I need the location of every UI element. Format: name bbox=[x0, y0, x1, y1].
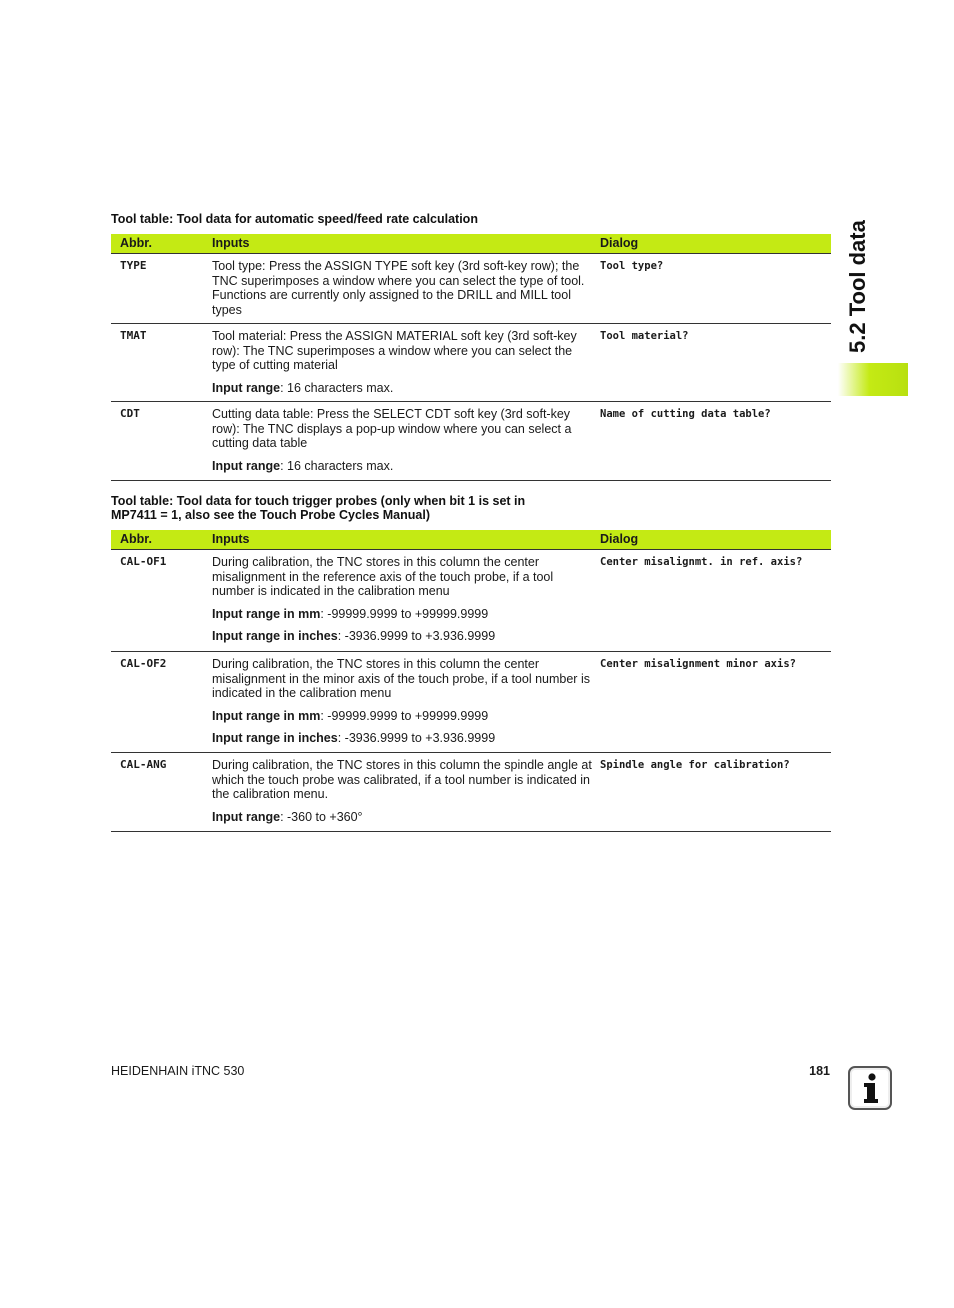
input-range-inches-label: Input range in inches bbox=[212, 629, 338, 643]
chapter-side-bar bbox=[838, 363, 908, 396]
section2-table bbox=[111, 530, 831, 832]
row-description: Cutting data table: Press the SELECT CDT soft key (3rd soft-key row): The TNC displays a pop-up window where you can select a cutting data table bbox=[212, 407, 572, 450]
input-range-label: Input range bbox=[212, 809, 281, 824]
input-range-label: Input range bbox=[212, 458, 281, 473]
row-input-range-mm bbox=[212, 709, 594, 724]
info-glyph-icon bbox=[850, 1068, 890, 1108]
page-number: 181 bbox=[809, 1064, 830, 1078]
row-abbr: CAL-OF2 bbox=[120, 657, 167, 670]
table-row bbox=[111, 550, 831, 652]
section1-title: Tool table: Tool data for automatic speed/feed rate calculation bbox=[111, 212, 478, 226]
table-header bbox=[111, 234, 831, 254]
header-inputs: Inputs bbox=[212, 236, 250, 250]
row-dialog: Tool material? bbox=[600, 330, 689, 342]
row-abbr: TYPE bbox=[120, 259, 147, 272]
table-row bbox=[111, 402, 831, 481]
row-dialog: Tool type? bbox=[600, 260, 664, 272]
row-abbr: CDT bbox=[120, 407, 140, 420]
input-range-value: : 16 characters max. bbox=[280, 458, 394, 473]
row-description: Tool type: Press the ASSIGN TYPE soft key (3rd soft-key row); the TNC superimposes a window where you can select the type of tool. Functions are currently only assigned to the DRILL and MILL tool types bbox=[212, 259, 585, 317]
input-range-mm-value: : -99999.9999 to +99999.9999 bbox=[320, 708, 489, 723]
row-input-range bbox=[212, 459, 594, 474]
input-range-value: : -360 to +360° bbox=[280, 809, 363, 824]
table-row bbox=[111, 753, 831, 832]
row-abbr: CAL-OF1 bbox=[120, 555, 167, 568]
input-range-inches-value: : -3936.9999 to +3.936.9999 bbox=[337, 731, 496, 745]
header-dialog: Dialog bbox=[600, 236, 639, 250]
row-input-range-mm bbox=[212, 607, 594, 622]
input-range-inches-value: : -3936.9999 to +3.936.9999 bbox=[337, 629, 496, 643]
header-abbr: Abbr. bbox=[120, 532, 152, 546]
table-row bbox=[111, 254, 831, 324]
input-range-mm-label: Input range in mm bbox=[212, 708, 321, 723]
header-abbr: Abbr. bbox=[120, 236, 152, 250]
chapter-side-title: 5.2 Tool data bbox=[845, 220, 870, 353]
row-input-range-inches bbox=[212, 731, 594, 746]
header-dialog: Dialog bbox=[600, 532, 639, 546]
row-description: During calibration, the TNC stores in this column the center misalignment in the reference axis of the touch probe, if a tool number is indicated in the calibration menu bbox=[212, 555, 554, 598]
row-input-range bbox=[212, 381, 594, 396]
section2-title: Tool table: Tool data for touch trigger probes (only when bit 1 is set in MP7411 = 1, also see the Touch Probe Cycles Manual) bbox=[111, 494, 526, 522]
input-range-mm-label: Input range in mm bbox=[212, 606, 321, 621]
row-dialog: Center misalignment minor axis? bbox=[600, 658, 796, 670]
footer-product-name: HEIDENHAIN iTNC 530 bbox=[111, 1064, 245, 1078]
info-icon bbox=[848, 1066, 892, 1110]
row-dialog: Name of cutting data table? bbox=[600, 408, 771, 420]
table-row bbox=[111, 652, 831, 753]
input-range-label: Input range bbox=[212, 380, 281, 395]
row-abbr: CAL-ANG bbox=[120, 758, 167, 771]
section1-table bbox=[111, 234, 831, 481]
row-description: During calibration, the TNC stores in this column the spindle angle at which the touch probe was calibrated, if a tool number is indicated in the calibration menu. bbox=[212, 758, 592, 801]
row-description: Tool material: Press the ASSIGN MATERIAL soft key (3rd soft-key row): The TNC superimposes a window where you can select the type of cutting material bbox=[212, 329, 577, 372]
table-row bbox=[111, 324, 831, 402]
row-abbr: TMAT bbox=[120, 329, 147, 342]
row-dialog: Spindle angle for calibration? bbox=[600, 759, 790, 771]
chapter-side-tab bbox=[838, 213, 878, 353]
row-dialog: Center misalignmt. in ref. axis? bbox=[600, 556, 803, 568]
row-input-range-inches bbox=[212, 629, 594, 644]
table-header bbox=[111, 530, 831, 550]
row-input-range bbox=[212, 810, 594, 825]
input-range-value: : 16 characters max. bbox=[280, 380, 394, 395]
header-inputs: Inputs bbox=[212, 532, 250, 546]
input-range-inches-label: Input range in inches bbox=[212, 731, 338, 745]
row-description: During calibration, the TNC stores in this column the center misalignment in the minor axis of the touch probe, if a tool number is indicated in the calibration menu bbox=[212, 657, 590, 700]
input-range-mm-value: : -99999.9999 to +99999.9999 bbox=[320, 606, 489, 621]
